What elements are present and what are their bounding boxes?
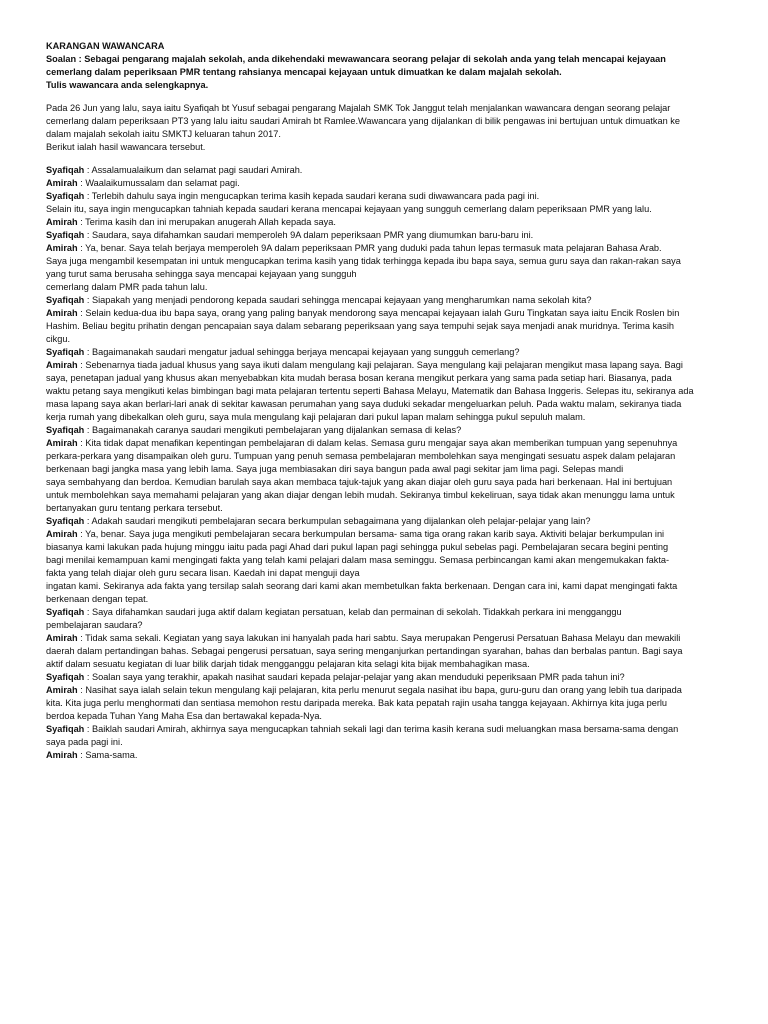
dialogue-line	[46, 203, 718, 216]
dialogue-text: biasanya kami lakukan pada hujung minggu iaitu pada pagi Ahad dari pukul lapan pagi sehingga pukul sebelas pagi. Pembelajaran secara begini penting	[46, 542, 669, 552]
dialogue-line	[46, 372, 718, 385]
dialogue-text: daerah dalam pertandingan bahas. Sebagai pengerusi persatuan, saya sering menganjurkan pertandingan syarahan, bahas dan berbalas pantun. Bagi saya	[46, 646, 683, 656]
dialogue-text: aktif dalam sesuatu kegiatan di luar bilik darjah tidak mengganggu pelajaran kita selagi kita bijak membahagikan masa.	[46, 659, 530, 669]
speaker-name: Amirah	[46, 360, 78, 370]
dialogue-line	[46, 359, 718, 372]
speaker-name: Syafiqah	[46, 724, 85, 734]
dialogue-text: : Adakah saudari mengikuti pembelajaran secara berkumpulan sebagaimana yang dijalankan oleh pelajar-pelajar yang lain?	[84, 516, 591, 526]
dialogue-line	[46, 268, 718, 281]
dialogue-text: bertanyakan guru tentang perkara tersebut.	[46, 503, 223, 513]
dialogue-text: ingatan kami. Sekiranya ada fakta yang tersilap salah seorang dari kami akan membetulkan fakta berkenaan. Dengan cara ini, kami dapat mengingati fakta	[46, 581, 678, 591]
dialogue-line	[46, 658, 718, 671]
dialogue-text: perkara-perkara yang disampaikan oleh guru. Tumpuan yang penuh semasa pembelajaran membolehkan saya mengingati sesuatu aspek dalam pelajaran	[46, 451, 676, 461]
dialogue-line	[46, 736, 718, 749]
dialogue-text: pembelajaran saudara?	[46, 620, 143, 630]
intro-line: cemerlang dalam peperiksaan PT3 yang lalu iaitu saudari Amirah bt Ramlee.Wawancara yang dijalankan di bilik pengawas ini bertujuan untuk dimuatkan ke	[46, 116, 680, 126]
dialogue-line	[46, 307, 718, 320]
dialogue-line	[46, 346, 718, 359]
dialogue-line	[46, 502, 718, 515]
dialogue-line	[46, 632, 718, 645]
dialogue-text: : Bagaimanakah saudari mengatur jadual sehingga berjaya mencapai kejayaan yang sungguh cemerlang?	[84, 347, 520, 357]
dialogue-line	[46, 606, 718, 619]
question-title: KARANGAN WAWANCARA	[46, 41, 165, 51]
dialogue-text: : Tidak sama sekali. Kegiatan yang saya lakukan ini hanyalah pada hari sabtu. Saya merupakan Pengerusi Persatuan Bahasa Melayu dan mewakili	[77, 633, 681, 643]
dialogue-text: : Bagaimanakah caranya saudari mengikuti pembelajaran yang dijalankan semasa di kelas?	[84, 425, 462, 435]
dialogue-line	[46, 164, 718, 177]
intro-paragraph	[46, 102, 718, 154]
speaker-name: Syafiqah	[46, 516, 85, 526]
dialogue-line	[46, 229, 718, 242]
intro-line: Pada 26 Jun yang lalu, saya iaitu Syafiqah bt Yusuf sebagai pengarang Majalah SMK Tok Janggut telah menjalankan wawancara dengan seorang pelajar	[46, 103, 671, 113]
dialogue-line	[46, 437, 718, 450]
spacer	[46, 92, 718, 102]
dialogue-text: : Selain kedua-dua ibu bapa saya, orang yang paling banyak mendorong saya mencapai kejayaan ialah Guru Tingkatan saya iaitu Encik Roslen bin	[77, 308, 680, 318]
dialogue-text: masa lapang saya akan berlari-lari anak di sekitar kawasan perumahan yang saya duduki sekadar mengeluarkan peluh. Pada waktu malam, sekiranya tiada	[46, 399, 682, 409]
dialogue-text: berkenaan bagi jangka masa yang lebih lama. Saya juga membiasakan diri saya bangun pada awal pagi sekitar jam lima pagi. Selepas mandi	[46, 464, 624, 474]
dialogue-text: Selain itu, saya ingin mengucapkan tahniah kepada saudari kerana mencapai kejayaan yang sungguh cemerlang dalam peperiksaan PMR yang lalu.	[46, 204, 652, 214]
dialogue-line	[46, 697, 718, 710]
dialogue-text: : Assalamualaikum dan selamat pagi saudari Amirah.	[84, 165, 303, 175]
dialogue-line	[46, 528, 718, 541]
dialogue-line	[46, 463, 718, 476]
speaker-name: Syafiqah	[46, 191, 85, 201]
dialogue-text: cikgu.	[46, 334, 71, 344]
dialogue-text: : Siapakah yang menjadi pendorong kepada saudari sehingga mencapai kejayaan yang mengharumkan nama sekolah kita?	[84, 295, 592, 305]
dialogue-line	[46, 723, 718, 736]
dialogue-text: bagi menilai kemampuan kami mengingati fakta yang telah kami pelajari dalam masa seminggu. Semasa perbincangan kami akan mengemukakan fakta-	[46, 555, 670, 565]
dialogue-line	[46, 242, 718, 255]
dialogue-line	[46, 281, 718, 294]
dialogue-text: kerja rumah yang dibekalkan oleh guru, saya mula mengulang kaji pelajaran dari pukul lapan malam sehingga pukul sepuluh malam.	[46, 412, 586, 422]
spacer	[46, 154, 718, 164]
dialogue-text: : Kita tidak dapat menafikan kepentingan pembelajaran di dalam kelas. Semasa guru mengajar saya akan memberikan tumpuan yang sepenuhnya	[77, 438, 678, 448]
speaker-name: Syafiqah	[46, 607, 85, 617]
speaker-name: Amirah	[46, 633, 78, 643]
speaker-name: Syafiqah	[46, 165, 85, 175]
dialogue-text: berdoa kepada Tuhan Yang Maha Esa dan bertawakal kepada-Nya.	[46, 711, 322, 721]
dialogue-text: : Terlebih dahulu saya ingin mengucapkan terima kasih kepada saudari kerana sudi diwawancara pada pagi ini.	[84, 191, 540, 201]
dialogue-line	[46, 294, 718, 307]
speaker-name: Amirah	[46, 243, 78, 253]
dialogue-text: Saya juga mengambil kesempatan ini untuk mengucapkan terima kasih yang tidak terhingga kepada ibu bapa saya, semua guru saya dan rakan-rakan saya	[46, 256, 681, 266]
dialogue-text: : Ya, benar. Saya juga mengikuti pembelajaran secara berkumpulan bersama- sama tiga orang rakan karib saya. Aktiviti belajar berkumpulan ini	[77, 529, 665, 539]
dialogue-line	[46, 749, 718, 762]
dialogue-line	[46, 515, 718, 528]
dialogue-text: berkenaan dengan tepat.	[46, 594, 149, 604]
dialogue-text: : Soalan saya yang terakhir, apakah nasihat saudari kepada pelajar-pelajar yang akan menduduki peperiksaan PMR pada tahun ini?	[84, 672, 625, 682]
dialogue-text: saya pada pagi ini.	[46, 737, 123, 747]
dialogue-line	[46, 554, 718, 567]
question-line: Soalan : Sebagai pengarang majalah sekolah, anda dikehendaki mewawancara seorang pelajar di sekolah anda yang telah mencapai kejayaan	[46, 54, 666, 64]
dialogue-text: fakta yang telah diajar oleh guru secara lisan. Kaedah ini dapat menguji daya	[46, 568, 360, 578]
question-block	[46, 53, 718, 92]
dialogue-line	[46, 619, 718, 632]
speaker-name: Amirah	[46, 308, 78, 318]
speaker-name: Syafiqah	[46, 672, 85, 682]
dialogue-text: cemerlang dalam PMR pada tahun lalu.	[46, 282, 208, 292]
dialogue-line	[46, 541, 718, 554]
dialogue-text: : Ya, benar. Saya telah berjaya memperoleh 9A dalam peperiksaan PMR yang duduki pada tahun lepas termasuk mata pelajaran Bahasa Arab.	[77, 243, 662, 253]
dialogue-line	[46, 645, 718, 658]
interview-dialogue	[46, 164, 718, 762]
dialogue-text: saya sembahyang dan berdoa. Kemudian barulah saya akan membaca tajuk-tajuk yang akan diajar oleh guru saya pada hari berkenaan. Hal ini bertujuan	[46, 477, 673, 487]
speaker-name: Syafiqah	[46, 425, 85, 435]
dialogue-text: : Sama-sama.	[77, 750, 138, 760]
dialogue-line	[46, 411, 718, 424]
dialogue-text: : Saya difahamkan saudari juga aktif dalam kegiatan persatuan, kelab dan permainan di sekolah. Tidakkah perkara ini mengganggu	[84, 607, 622, 617]
dialogue-text: : Nasihat saya ialah selain tekun mengulang kaji pelajaran, kita perlu menurut segala nasihat ibu bapa, guru-guru dan orang yang lebih tua daripada	[77, 685, 682, 695]
intro-line: dalam majalah sekolah iaitu SMKTJ keluaran tahun 2017.	[46, 129, 281, 139]
question-line: cemerlang dalam peperiksaan PMR tentang rahsianya mencapai kejayaan untuk dimuatkan ke dalam majalah sekolah.	[46, 67, 562, 77]
dialogue-line	[46, 489, 718, 502]
dialogue-line	[46, 450, 718, 463]
dialogue-line	[46, 190, 718, 203]
dialogue-text: Hashim. Beliau begitu prihatin dengan pencapaian saya dalam sebarang peperiksaan yang saya tempuhi sejak saya menjadi anak muridnya. Terima kasih	[46, 321, 675, 331]
dialogue-line	[46, 255, 718, 268]
dialogue-text: kita. Kita juga perlu menghormati dan sentiasa memohon restu daripada mereka. Bak kata pepatah rajin usaha tangga kejayaan. Akhirnya kita juga perlu	[46, 698, 668, 708]
speaker-name: Amirah	[46, 685, 78, 695]
dialogue-text: : Saudara, saya difahamkan saudari memperoleh 9A dalam peperiksaan PMR yang diumumkan baru-baru ini.	[84, 230, 534, 240]
speaker-name: Amirah	[46, 529, 78, 539]
dialogue-text: : Terima kasih dan ini merupakan anugerah Allah kepada saya.	[77, 217, 336, 227]
dialogue-line	[46, 320, 718, 333]
question-line: Tulis wawancara anda selengkapnya.	[46, 80, 209, 90]
dialogue-line	[46, 593, 718, 606]
speaker-name: Amirah	[46, 178, 78, 188]
dialogue-line	[46, 580, 718, 593]
dialogue-line	[46, 424, 718, 437]
dialogue-text: : Baiklah saudari Amirah, akhirnya saya mengucapkan tahniah sekali lagi dan terima kasih kerana sudi meluangkan masa bersama-sama dengan	[84, 724, 679, 734]
speaker-name: Syafiqah	[46, 230, 85, 240]
dialogue-line	[46, 476, 718, 489]
dialogue-text: waktu petang saya mengikuti kelas bimbingan bagi mata pelajaran tertentu seperti Bahasa Melayu, Matematik dan Bahasa Inggeris. Selepas itu, sekiranya ada	[46, 386, 694, 396]
dialogue-text: : Waalaikumussalam dan selamat pagi.	[77, 178, 240, 188]
speaker-name: Amirah	[46, 750, 78, 760]
dialogue-text: untuk membolehkan saya memahami pelajaran yang akan diajar dengan lebih mudah. Sekiranya timbul kekeliruan, saya tidak akan menunggu lama untuk	[46, 490, 675, 500]
speaker-name: Amirah	[46, 438, 78, 448]
dialogue-text: : Sebenarnya tiada jadual khusus yang saya ikuti dalam mengulang kaji pelajaran. Saya mengulang kaji pelajaran mengikut masa lapang saya. Bagi	[77, 360, 683, 370]
dialogue-line	[46, 671, 718, 684]
dialogue-text: saya, penetapan jadual yang khusus akan menyebabkan kita mudah berasa bosan kerana mengikut perkara yang sama pada setiap hari. Biasanya, pada	[46, 373, 672, 383]
dialogue-text: yang turut sama berusaha sehingga saya mencapai kejayaan yang sungguh	[46, 269, 357, 279]
speaker-name: Amirah	[46, 217, 78, 227]
dialogue-line	[46, 710, 718, 723]
dialogue-line	[46, 333, 718, 346]
speaker-name: Syafiqah	[46, 295, 85, 305]
dialogue-line	[46, 398, 718, 411]
dialogue-line	[46, 177, 718, 190]
dialogue-line	[46, 216, 718, 229]
dialogue-line	[46, 684, 718, 697]
intro-line: Berikut ialah hasil wawancara tersebut.	[46, 142, 206, 152]
speaker-name: Syafiqah	[46, 347, 85, 357]
dialogue-line	[46, 567, 718, 580]
dialogue-line	[46, 385, 718, 398]
